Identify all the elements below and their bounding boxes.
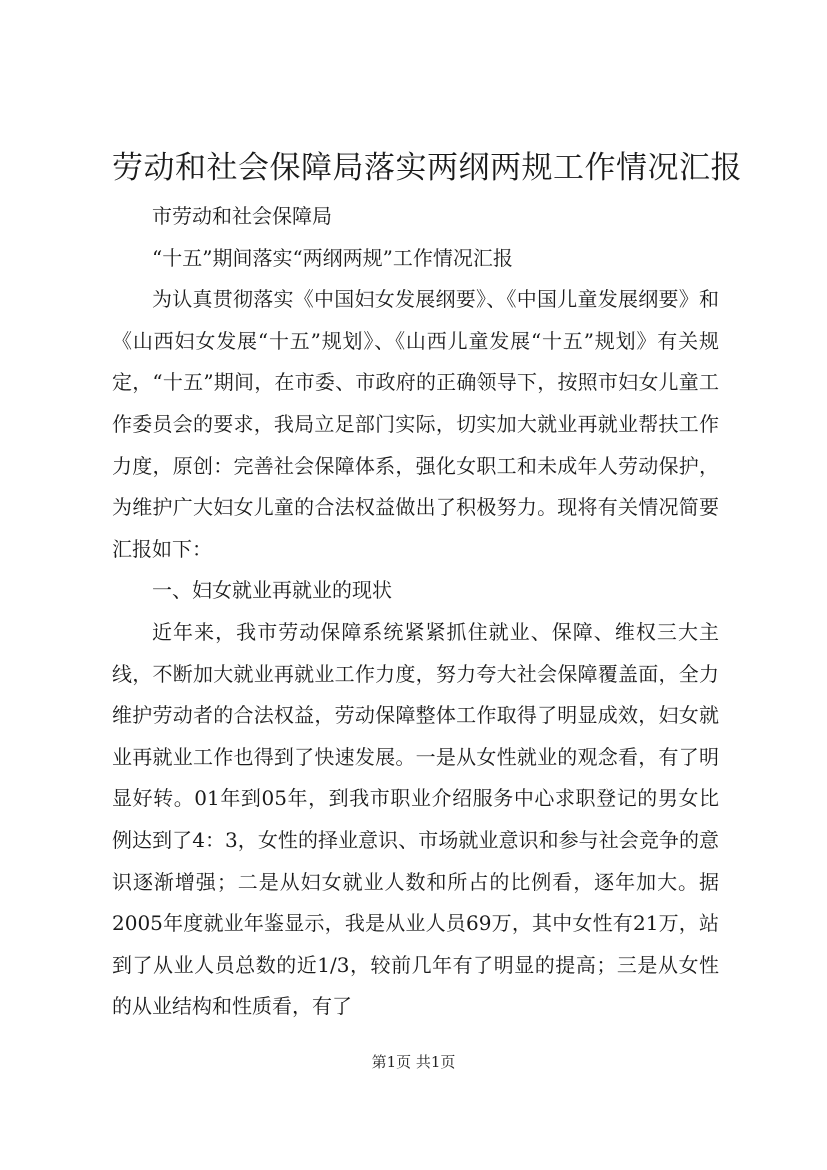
section-heading: 一、妇女就业再就业的现状 bbox=[152, 578, 392, 603]
intro-paragraph: 为认真贯彻落实《中国妇女发展纲要》、《中国儿童发展纲要》和《山西妇女发展“十五”规划》、《山西儿童发展“十五”规划》有关规定，“十五”期间，在市委、市政府的正确领导下，按照市妇女儿童工作委员会的要求，我局立足部门实际，切实加大就业再就业帮扶工作力度，原创：完善社会保障体系，强化女职工和未成年人劳动保护，为维护广大妇女儿童的合法权益做出了积极努力。现将有关情况简要汇报如下： bbox=[112, 287, 719, 561]
document-body bbox=[112, 196, 719, 1028]
issuing-organization: 市劳动和社会保障局 bbox=[152, 204, 332, 228]
document-title: 劳动和社会保障局落实两纲两规工作情况汇报 bbox=[112, 150, 742, 186]
body-paragraph: 近年来，我市劳动保障系统紧紧抓住就业、保障、维权三大主线，不断加大就业再就业工作力度，努力夸大社会保障覆盖面，全力维护劳动者的合法权益，劳动保障整体工作取得了明显成效，妇女就业再就业工作也得到了快速发展。一是从女性就业的观念看，有了明显好转。01年到05年，到我市职业介绍服务中心求职登记的男女比例达到了4：3，女性的择业意识、市场就业意识和参与社会竞争的意识逐渐增强；二是从妇女就业人数和所占的比例看，逐年加大。据2005年度就业年鉴显示，我是从业人员69万，其中女性有21万，站到了从业人员总数的近1/3，较前几年有了明显的提高；三是从女性的从业结构和性质看，有了 bbox=[112, 619, 719, 1019]
page-footer: 第1页 共1页 bbox=[371, 1053, 456, 1071]
report-subtitle: “十五”期间落实“两纲两规”工作情况汇报 bbox=[152, 245, 513, 270]
